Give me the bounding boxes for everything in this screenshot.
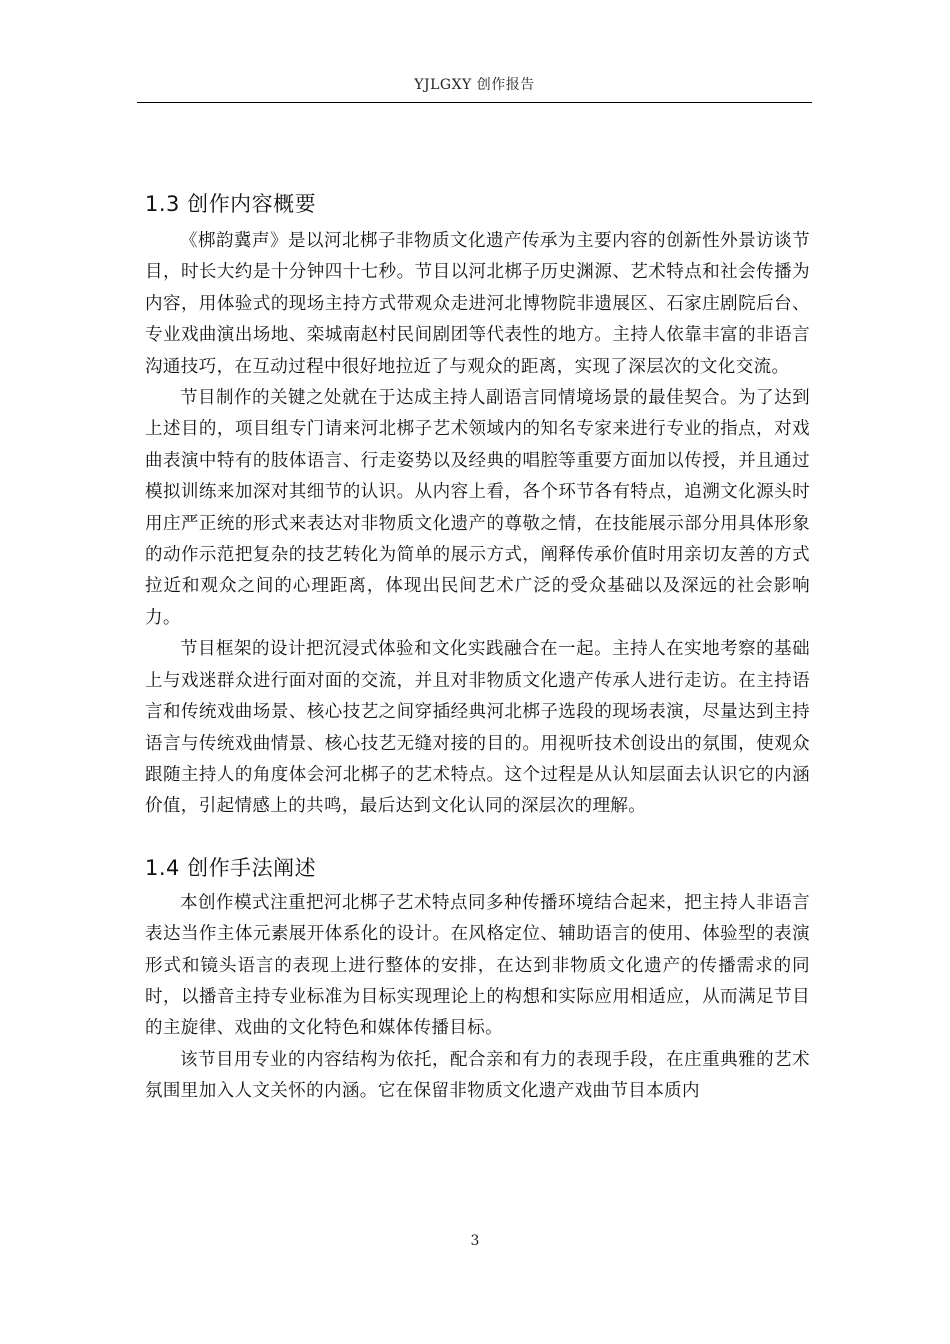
paragraph: 节目框架的设计把沉浸式体验和文化实践融合在一起。主持人在实地考察的基础上与戏迷群众进行面对面的交流，并且对非物质文化遗产传承人进行走访。在主持语言和传统戏曲场景、核心技艺之间穿插经典河北梆子选段的现场表演，尽量达到主持语言与传统戏曲情景、核心技艺无缝对接的目的。用视听技术创设出的氛围，使观众跟随主持人的角度体会河北梆子的艺术特点。这个过程是从认知层面去认识它的内涵价值，引起情感上的共鸣，最后达到文化认同的深层次的理解。 [145,639,810,817]
paragraph: 节目制作的关键之处就在于达成主持人副语言同情境场景的最佳契合。为了达到上述目的，项目组专门请来河北梆子艺术领域内的知名专家来进行专业的指点，对戏曲表演中特有的肢体语言、行走姿势以及经典的唱腔等重要方面加以传授，并且通过模拟训练来加深对其细节的认识。从内容上看，各个环节各有特点，追溯文化源头时用庄严正统的形式来表达对非物质文化遗产的尊敬之情，在技能展示部分用具体形象的动作示范把复杂的技艺转化为简单的展示方式，阐释传承价值时用亲切友善的方式拉近和观众之间的心理距离，体现出民间艺术广泛的受众基础以及深远的社会影响力。 [145,388,810,628]
paragraph: 本创作模式注重把河北梆子艺术特点同多种传播环境结合起来，把主持人非语言表达当作主体元素展开体系化的设计。在风格定位、辅助语言的使用、体验型的表演形式和镜头语言的表现上进行整体的安排，在达到非物质文化遗产的传播需求的同时，以播音主持专业标准为目标实现理论上的构想和实际应用相适应，从而满足节目的主旋律、戏曲的文化特色和媒体传播目标。 [145,892,810,1039]
paragraph: 《梆韵冀声》是以河北梆子非物质文化遗产传承为主要内容的创新性外景访谈节目，时长大约是十分钟四十七秒。节目以河北梆子历史渊源、艺术特点和社会传播为内容，用体验式的现场主持方式带观众走进河北博物院非遗展区、石家庄剧院后台、专业戏曲演出场地、栾城南赵村民间剧团等代表性的地方。主持人依靠丰富的非语言沟通技巧，在互动过程中很好地拉近了与观众的距离，实现了深层次的文化交流。 [145,231,810,377]
section-title-1-3: 1.3 创作内容概要 [145,192,317,216]
page-number: 3 [470,1233,480,1249]
document-body [145,186,810,1108]
paragraph: 该节目用专业的内容结构为依托，配合亲和有力的表现手段，在庄重典雅的艺术氛围里加入人文关怀的内涵。它在保留非物质文化遗产戏曲节目本质内 [145,1049,810,1102]
header-rule [137,102,812,103]
section-title-1-4: 1.4 创作手法阐述 [145,855,317,880]
page-header: YJLGXY 创作报告 [414,77,535,93]
